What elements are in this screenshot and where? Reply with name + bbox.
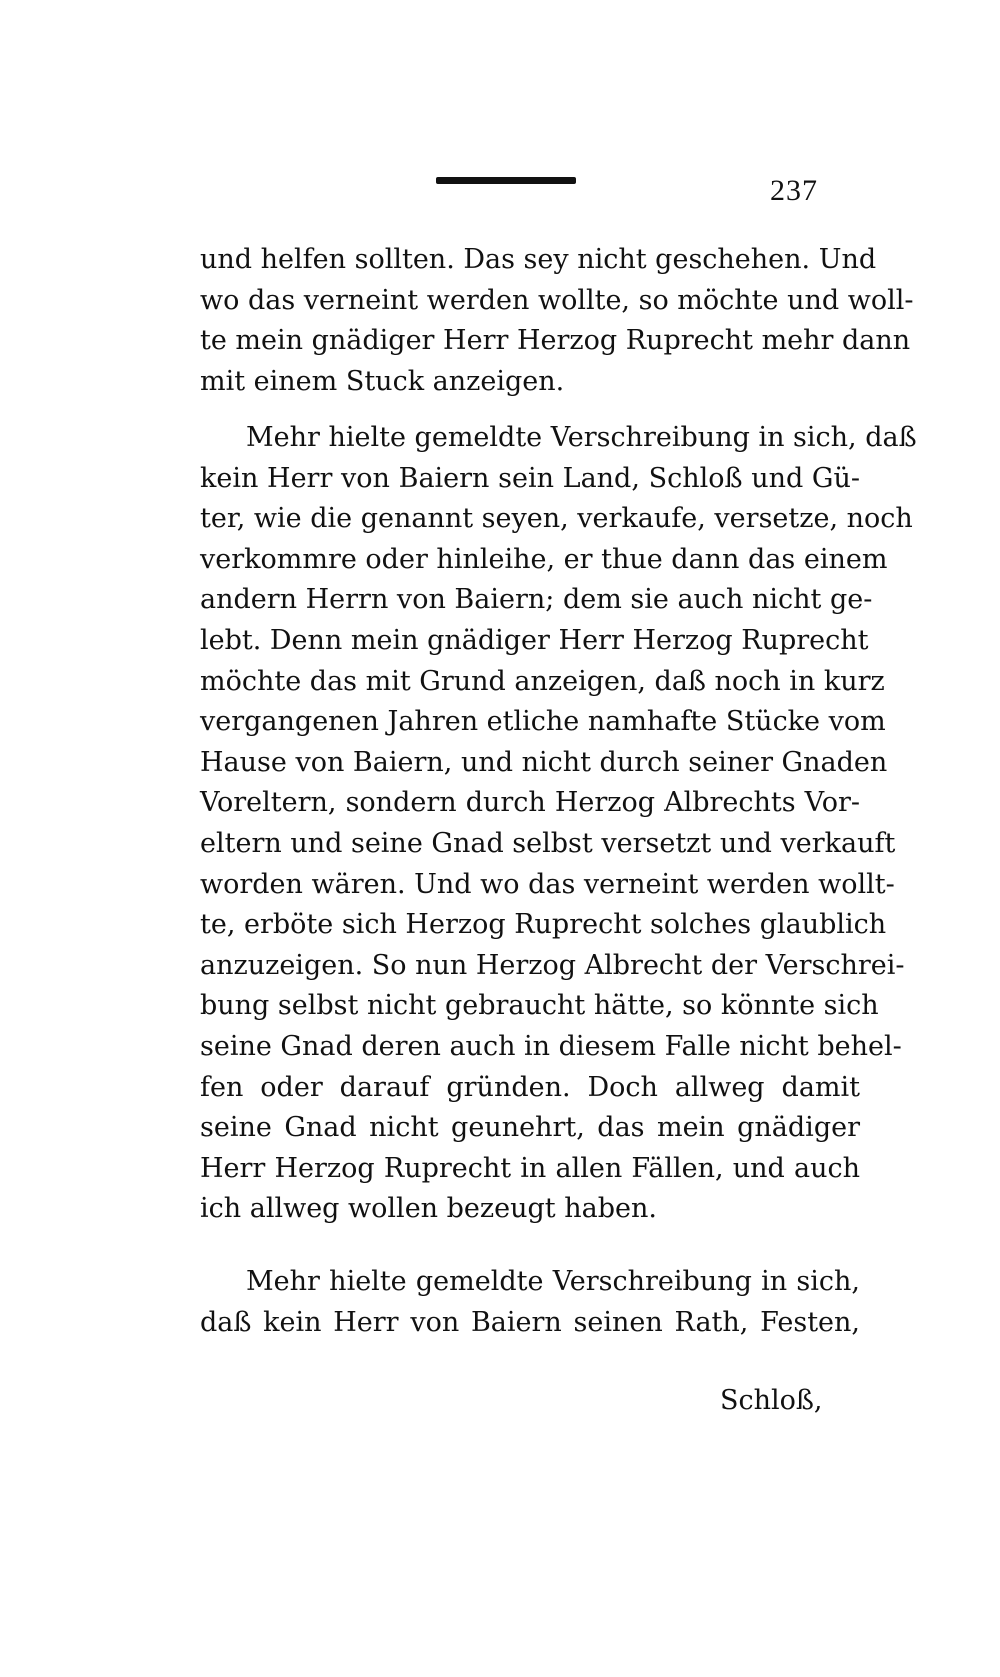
- text-line: worden wären. Und wo das verneint werden wollt-: [200, 868, 895, 900]
- text-line: seine Gnad deren auch in diesem Falle nicht behel-: [200, 1030, 902, 1062]
- text-line: Voreltern, sondern durch Herzog Albrechts Vor-: [200, 787, 860, 819]
- text-line: ter, wie die genannt seyen, verkaufe, versetze, noch: [200, 503, 913, 535]
- text-line: verkommre oder hinleihe, er thue dann das einem: [200, 543, 888, 575]
- paragraph-3: [200, 1262, 860, 1343]
- paragraph-2: [200, 418, 917, 1230]
- header-rule: [436, 177, 576, 184]
- text-line: andern Herrn von Baiern; dem sie auch nicht ge-: [200, 584, 873, 616]
- text-line: kein Herr von Baiern sein Land, Schloß und Gü-: [200, 462, 860, 494]
- text-line: Hause von Baiern, und nicht durch seiner Gnaden: [200, 746, 888, 778]
- text-line: wo das verneint werden wollte, so möchte und woll-: [200, 284, 914, 316]
- text-line: Herr Herzog Ruprecht in allen Fällen, und auch: [200, 1152, 860, 1184]
- text-line: und helfen sollten. Das sey nicht geschehen. Und: [200, 244, 877, 275]
- text-line: fen oder darauf gründen. Doch allweg damit: [200, 1071, 860, 1103]
- text-line: lebt. Denn mein gnädiger Herr Herzog Ruprecht: [200, 624, 869, 656]
- text-line: mit einem Stuck anzeigen.: [200, 365, 565, 397]
- text-line: vergangenen Jahren etliche namhafte Stücke vom: [200, 706, 886, 738]
- text-line: Mehr hielte gemeldte Verschreibung in sich, daß: [246, 422, 917, 453]
- text-line: eltern und seine Gnad selbst versetzt und verkauft: [200, 827, 896, 859]
- catchword: Schloß,: [720, 1385, 823, 1416]
- text-line: ich allweg wollen bezeugt haben.: [200, 1193, 657, 1225]
- text-line: möchte das mit Grund anzeigen, daß noch in kurz: [200, 665, 885, 697]
- text-line: daß kein Herr von Baiern seinen Rath, Festen,: [200, 1306, 860, 1338]
- text-line: Mehr hielte gemeldte Verschreibung in sich,: [246, 1266, 860, 1297]
- text-line: anzuzeigen. So nun Herzog Albrecht der Verschrei-: [200, 949, 905, 981]
- text-line: te mein gnädiger Herr Herzog Ruprecht mehr dann: [200, 325, 911, 357]
- text-line: bung selbst nicht gebraucht hätte, so könnte sich: [200, 990, 879, 1022]
- paragraph-1: [200, 240, 914, 402]
- text-line: seine Gnad nicht geunehrt, das mein gnädiger: [200, 1112, 860, 1144]
- text-line: te, erböte sich Herzog Ruprecht solches glaublich: [200, 909, 887, 941]
- page-number: 237: [770, 174, 818, 207]
